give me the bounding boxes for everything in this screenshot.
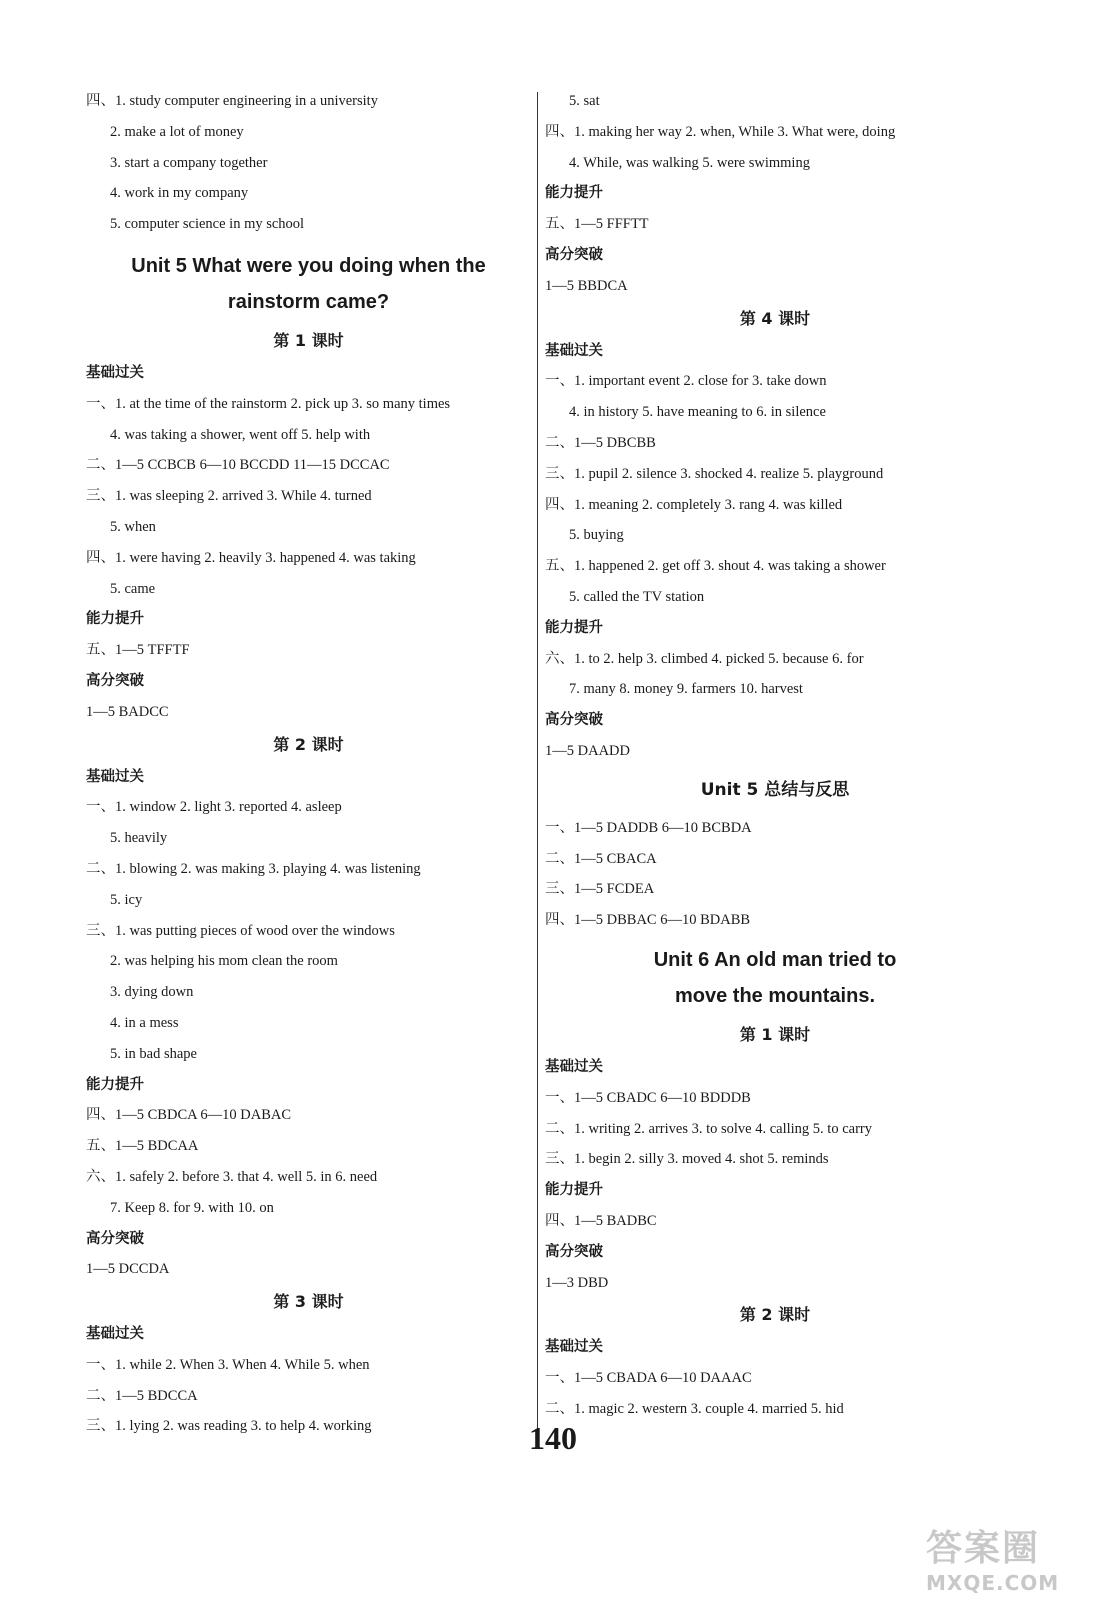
answer-line: 四、1—5 CBDCA 6—10 DABAC [86,1107,292,1124]
answer-line: 2. was helping his mom clean the room [110,953,338,970]
lesson-title: 第 1 课时 [739,1024,811,1044]
answer-line: 1—5 DCCDA [86,1261,170,1278]
answer-line: 五、1—5 TFFTF [86,642,190,659]
page-number: 140 [529,1420,577,1456]
answer-line: 五、1—5 BDCAA [86,1138,199,1155]
answer-line: 一、1. at the time of the rainstorm 2. pick up 3. so many times [86,395,451,412]
answer-line: 5. buying [569,527,624,544]
answer-line: 4. work in my company [110,185,249,202]
section-heading: 基础过关 [86,1326,144,1343]
answer-line: 1—3 DBD [545,1274,609,1291]
answer-line: 一、1—5 DADDB 6—10 BCBDA [545,819,752,836]
answer-line: 六、1. safely 2. before 3. that 4. well 5. in 6. need [86,1168,378,1185]
answer-line: 1—5 BBDCA [545,277,628,294]
section-heading: 能力提升 [86,1076,144,1093]
answer-line: 四、1. were having 2. heavily 3. happened 4. was taking [86,549,416,566]
section-heading: 基础过关 [545,1058,603,1075]
answer-line: 1—5 BADCC [86,703,169,720]
answer-line: 五、1. happened 2. get off 3. shout 4. was taking a shower [545,558,886,575]
section-heading: 高分突破 [86,672,144,689]
lesson-title: 第 4 课时 [739,308,811,328]
section-heading: 基础过关 [86,768,144,785]
answer-line: 5. called the TV station [569,588,705,605]
answer-line: 二、1. writing 2. arrives 3. to solve 4. calling 5. to carry [545,1120,872,1137]
answer-line: 一、1. window 2. light 3. reported 4. asleep [86,799,342,816]
left-column [86,86,531,1442]
lesson-title: 第 2 课时 [273,734,344,754]
answer-line: 四、1. meaning 2. completely 3. rang 4. was killed [545,496,843,513]
answer-line: 三、1—5 FCDEA [545,881,655,898]
answer-line: 二、1—5 BDCCA [86,1387,198,1404]
answer-line: 二、1—5 DBCBB [545,434,656,451]
answer-line: 三、1. was putting pieces of wood over the windows [86,922,395,939]
answer-line: 五、1—5 FFFTT [545,216,649,233]
watermark-cn: 答案圈 [926,1528,1041,1569]
answer-line: 5. when [110,518,156,535]
answer-line: 三、1. lying 2. was reading 3. to help 4. working [86,1418,372,1435]
answer-line: 三、1. pupil 2. silence 3. shocked 4. realize 5. playground [545,465,884,482]
lesson-title: 第 1 课时 [273,330,344,350]
answer-line: 3. start a company together [110,154,268,171]
section-heading: 基础过关 [545,1339,603,1356]
watermark-logo [926,1520,1096,1595]
answer-line: 7. many 8. money 9. farmers 10. harvest [569,681,803,698]
answer-line: 5. computer science in my school [110,216,305,233]
section-heading: 高分突破 [545,246,603,263]
answer-line: 一、1—5 CBADA 6—10 DAAAC [545,1370,752,1387]
answer-line: 三、1. begin 2. silly 3. moved 4. shot 5. reminds [545,1151,829,1168]
section-heading: 基础过关 [86,364,144,381]
answer-line: 一、1—5 CBADC 6—10 BDDDB [545,1089,751,1106]
answer-line: 四、1. study computer engineering in a university [86,93,378,109]
answer-line: 1—5 DAADD [545,742,630,759]
answer-line: 二、1—5 CCBCB 6—10 BCCDD 11—15 DCCAC [86,457,390,474]
unit5-title: Unit 5 What were you doing when the rainstorm came? [131,254,486,313]
answer-line: 5. came [110,580,156,597]
answer-line: 二、1. blowing 2. was making 3. playing 4. was listening [86,860,421,877]
right-column [545,86,1005,1425]
summary-title: Unit 5 总结与反思 [700,779,850,800]
section-heading: 高分突破 [86,1230,144,1247]
answer-line: 二、1. magic 2. western 3. couple 4. married 5. hid [545,1400,844,1417]
answer-line: 六、1. to 2. help 3. climbed 4. picked 5. because 6. for [545,650,864,667]
answer-line: 四、1—5 DBBAC 6—10 BDABB [545,912,751,929]
section-heading: 高分突破 [545,712,603,729]
section-heading: 能力提升 [545,185,603,202]
answer-line: 4. in history 5. have meaning to 6. in silence [569,404,826,421]
answer-line: 7. Keep 8. for 9. with 10. on [110,1199,274,1216]
section-heading: 能力提升 [86,611,144,628]
section-heading: 高分突破 [545,1243,603,1260]
answer-line: 4. While, was walking 5. were swimming [569,154,810,171]
lesson-title: 第 2 课时 [739,1305,811,1325]
section-heading: 能力提升 [545,1182,603,1199]
answer-line: 三、1. was sleeping 2. arrived 3. While 4. turned [86,488,372,505]
answer-line: 4. was taking a shower, went off 5. help with [110,426,371,443]
answer-line: 5. icy [110,891,143,908]
column-divider [537,92,538,1438]
section-heading: 基础过关 [545,342,603,359]
answer-line: 5. sat [569,93,600,109]
answer-line: 一、1. while 2. When 3. When 4. While 5. when [86,1356,370,1373]
answer-line: 2. make a lot of money [110,123,244,140]
answer-line: 二、1—5 CBACA [545,850,657,867]
watermark-url: MXQE.COM [926,1571,1060,1595]
answer-line: 3. dying down [110,984,194,1001]
answer-line: 一、1. important event 2. close for 3. take down [545,373,827,390]
unit6-title: Unit 6 An old man tried to move the mountains. [653,948,897,1007]
answer-line: 4. in a mess [110,1014,179,1031]
section-heading: 能力提升 [545,619,603,636]
answer-line: 5. heavily [110,830,168,847]
answer-line: 四、1. making her way 2. when, While 3. What were, doing [545,123,896,140]
lesson-title: 第 3 课时 [273,1292,344,1312]
answer-line: 5. in bad shape [110,1045,197,1062]
answer-line: 四、1—5 BADBC [545,1212,657,1229]
